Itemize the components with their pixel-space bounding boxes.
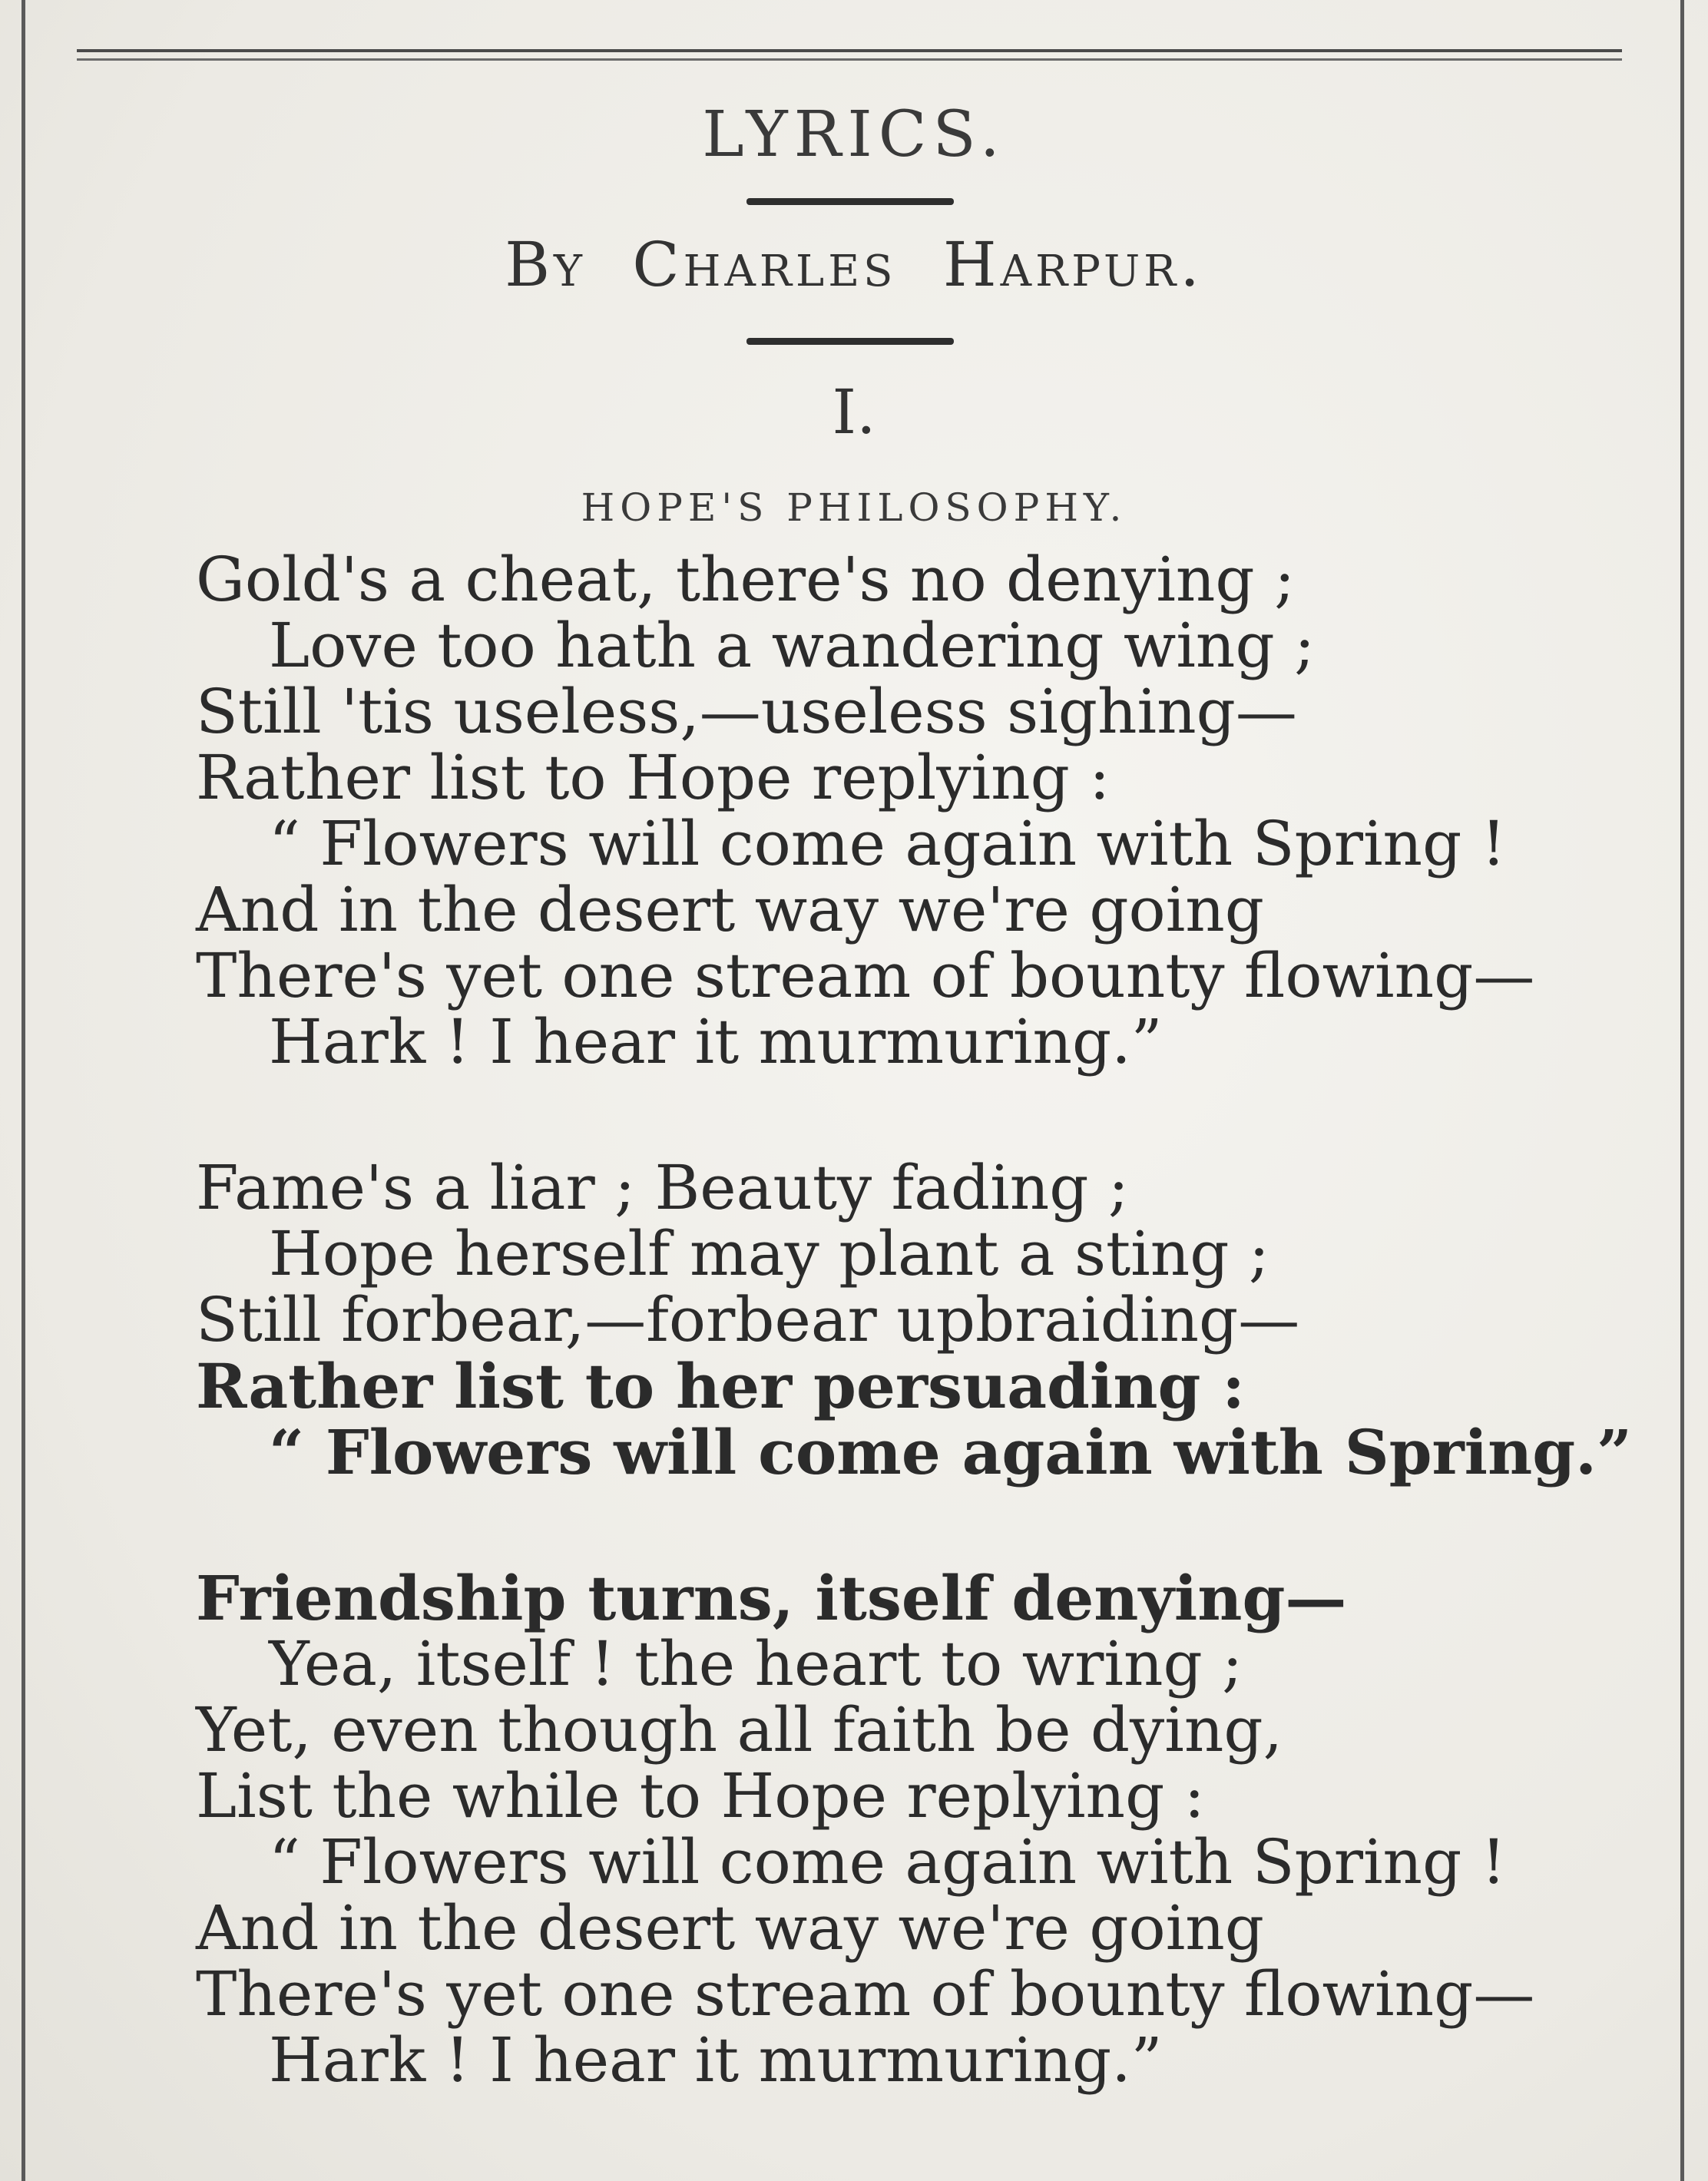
left-column-rule xyxy=(22,0,25,2181)
stanza-gap xyxy=(196,1485,1655,1565)
poem-line: And in the desert way we're going xyxy=(196,1892,1265,1964)
poem-line: There's yet one stream of bounty flowing— xyxy=(196,940,1535,1011)
poem-line: Fame's a liar ; Beauty fading ; xyxy=(196,1152,1129,1223)
article-title: LYRICS. xyxy=(702,98,1006,171)
poem-line: Still 'tis useless,—useless sighing— xyxy=(196,676,1297,747)
poem-line: Rather list to Hope replying : xyxy=(196,742,1111,813)
poem-line: Friendship turns, itself denying— xyxy=(196,1562,1347,1634)
title-divider xyxy=(746,198,954,205)
poem-line: “ Flowers will come again with Spring ! xyxy=(269,1826,1506,1898)
poem-line: Gold's a cheat, there's no denying ; xyxy=(196,544,1296,615)
poem-line: Hark ! I hear it murmuring.” xyxy=(269,2024,1163,2096)
poem-line: There's yet one stream of bounty flowing— xyxy=(196,1958,1535,2030)
poem-line: Rather list to her persuading : xyxy=(196,1350,1245,1422)
stanza-1 xyxy=(196,544,1655,1077)
section-numeral: I. xyxy=(832,376,876,448)
poem-line: Still forbear,—forbear upbraiding— xyxy=(196,1284,1300,1355)
byline-divider xyxy=(746,338,954,345)
poem-line: And in the desert way we're going xyxy=(196,874,1265,945)
poem-line: Yea, itself ! the heart to wring ; xyxy=(269,1628,1243,1699)
poem-line: Love too hath a wandering wing ; xyxy=(269,610,1316,681)
poem-line: Hark ! I hear it murmuring.” xyxy=(269,1006,1163,1077)
stanza-gap xyxy=(196,1075,1655,1155)
poem-body xyxy=(196,544,1655,2096)
top-rule xyxy=(77,49,1622,52)
author-byline: By Charles Harpur. xyxy=(505,229,1203,300)
top-rule-secondary xyxy=(77,58,1622,61)
poem-line: List the while to Hope replying : xyxy=(196,1760,1205,1832)
poem-line: “ Flowers will come again with Spring.” xyxy=(269,1416,1633,1488)
poem-line: “ Flowers will come again with Spring ! xyxy=(269,808,1506,879)
poem-title: HOPE'S PHILOSOPHY. xyxy=(581,485,1127,530)
stanza-3 xyxy=(196,1562,1655,2096)
poem-line: Hope herself may plant a sting ; xyxy=(269,1218,1269,1289)
poem-line: Yet, even though all faith be dying, xyxy=(196,1694,1283,1766)
right-column-rule xyxy=(1680,0,1684,2181)
stanza-2 xyxy=(196,1152,1655,1488)
